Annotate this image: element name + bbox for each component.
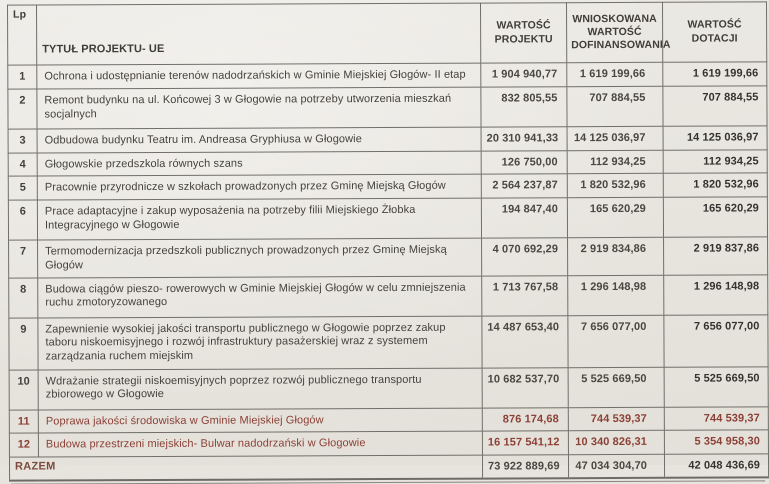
projects-table (7, 1, 769, 481)
project-value: 876 174,68 (482, 407, 568, 431)
column-header-requested-value: WNIOSKOWANA WARTOŚĆ DOFINANSOWANIA (567, 2, 663, 62)
total-requested-value: 47 034 304,70 (568, 454, 664, 478)
project-title: Budowa przestrzeni miejskich- Bulwar nadodrzański w Głogowie (38, 431, 482, 457)
project-value: 20 310 941,33 (481, 126, 567, 150)
grant-value: 744 539,37 (664, 406, 768, 430)
grant-value: 112 934,25 (663, 149, 767, 173)
grant-value: 2 919 837,86 (664, 237, 768, 275)
row-number: 12 (9, 433, 38, 457)
row-number: 5 (8, 176, 37, 200)
table-row (8, 197, 767, 240)
row-number: 9 (9, 318, 38, 370)
table-row (9, 406, 768, 433)
table-row (9, 314, 768, 369)
project-value: 16 157 541,12 (482, 431, 568, 455)
project-value: 2 564 237,87 (481, 174, 567, 198)
project-title: Remont budynku na ul. Końcowej 3 w Głogowie na potrzeby utworzenia mieszkań socjalnych (37, 87, 481, 129)
requested-value: 1 820 532,96 (567, 174, 663, 198)
grant-value: 7 656 077,00 (664, 314, 768, 366)
project-title: Pracownie przyrodnicze w szkołach prowadzonych przez Gminę Miejską Głogów (37, 174, 481, 200)
column-header-grant-value: WARTOŚĆ DOTACJI (662, 2, 766, 62)
total-label: RAZEM (9, 455, 482, 480)
project-title: Głogowskie przedszkola równych szans (37, 151, 481, 177)
total-grant-value: 42 048 436,69 (664, 454, 768, 478)
project-value: 832 805,55 (481, 86, 567, 126)
table-row (8, 126, 767, 153)
table-row (8, 173, 767, 200)
requested-value: 165 620,29 (567, 197, 663, 237)
row-number: 3 (8, 129, 37, 153)
requested-value: 10 340 826,31 (568, 431, 664, 455)
column-header-project-value: WARTOŚĆ PROJEKTU (481, 3, 567, 63)
column-header-lp: Lp (8, 5, 37, 65)
requested-value: 14 125 036,97 (567, 126, 663, 150)
requested-value: 1 619 199,66 (567, 62, 663, 86)
project-value: 1 713 767,58 (482, 275, 568, 315)
row-number: 10 (9, 370, 38, 410)
project-title: Zapewnienie wysokiej jakości transportu publicznego w Głogowie poprzez zakup taboru niskoemisyjnego i rozwój infrastruktury pasażerskiej wraz z systemem zarządzania ruchem miejskim (38, 316, 482, 370)
total-project-value: 73 922 889,69 (482, 455, 568, 479)
row-number: 2 (8, 89, 37, 129)
requested-value: 112 934,25 (567, 150, 663, 174)
requested-value: 744 539,37 (568, 407, 664, 431)
grant-value: 14 125 036,97 (663, 126, 767, 150)
table-row (8, 62, 767, 89)
project-value: 14 487 653,40 (482, 315, 568, 367)
project-value: 10 682 537,70 (482, 367, 568, 407)
header-row (8, 2, 767, 65)
column-header-project-title: TYTUŁ PROJEKTU- UE (37, 3, 481, 65)
row-number: 1 (8, 65, 37, 89)
table-body (8, 62, 769, 457)
table-row (8, 149, 767, 176)
table-row (8, 86, 767, 129)
requested-value: 2 919 834,86 (568, 237, 664, 275)
grant-value: 707 884,55 (663, 86, 767, 126)
project-title: Ochrona i udostępnianie terenów nadodrzańskich w Gminie Miejskiej Głogów- II etap (37, 63, 481, 89)
grant-value: 5 354 958,30 (664, 430, 768, 454)
table-row (9, 430, 768, 457)
project-value: 126 750,00 (481, 150, 567, 174)
row-number: 8 (9, 278, 38, 318)
project-title: Odbudowa budynku Teatru im. Andreasa Gryphiusa w Głogowie (37, 127, 481, 153)
requested-value: 5 525 669,50 (568, 367, 664, 407)
row-number: 4 (8, 153, 37, 177)
row-number: 7 (9, 240, 38, 278)
project-title: Poprawa jakości środowiska w Gminie Miejskiej Głogów (38, 408, 482, 434)
total-row (9, 454, 768, 481)
row-number: 6 (8, 200, 37, 240)
grant-value: 5 525 669,50 (664, 366, 768, 406)
grant-value: 1 820 532,96 (663, 173, 767, 197)
project-title: Prace adaptacyjne i zakup wyposażenia na potrzeby filii Miejskiego Żłobka Integracyjnego w Głogowie (37, 198, 481, 240)
project-title: Wdrażanie strategii niskoemisyjnych poprzez rozwój publicznego transportu zbiorowego w Głogowie (38, 368, 482, 410)
row-number: 11 (9, 410, 38, 434)
requested-value: 707 884,55 (567, 86, 663, 126)
requested-value: 7 656 077,00 (568, 315, 664, 367)
project-value: 4 070 692,29 (482, 238, 568, 276)
table-row (9, 274, 768, 317)
table-row (9, 366, 768, 409)
project-value: 1 904 940,77 (481, 63, 567, 87)
requested-value: 1 296 148,98 (568, 275, 664, 315)
project-title: Termomodernizacja przedszkoli publicznych prowadzonych przez Gminę Miejską Głogów (38, 238, 482, 277)
table-wrapper (7, 1, 768, 484)
project-title: Budowa ciągów pieszo- rowerowych w Gminie Miejskiej Głogów w celu zmniejszenia ruchu zmotoryzowanego (38, 276, 482, 318)
project-value: 194 847,40 (481, 198, 567, 238)
grant-value: 1 296 148,98 (664, 274, 768, 314)
grant-value: 1 619 199,66 (663, 62, 767, 86)
table-row (9, 237, 768, 278)
grant-value: 165 620,29 (663, 197, 767, 237)
